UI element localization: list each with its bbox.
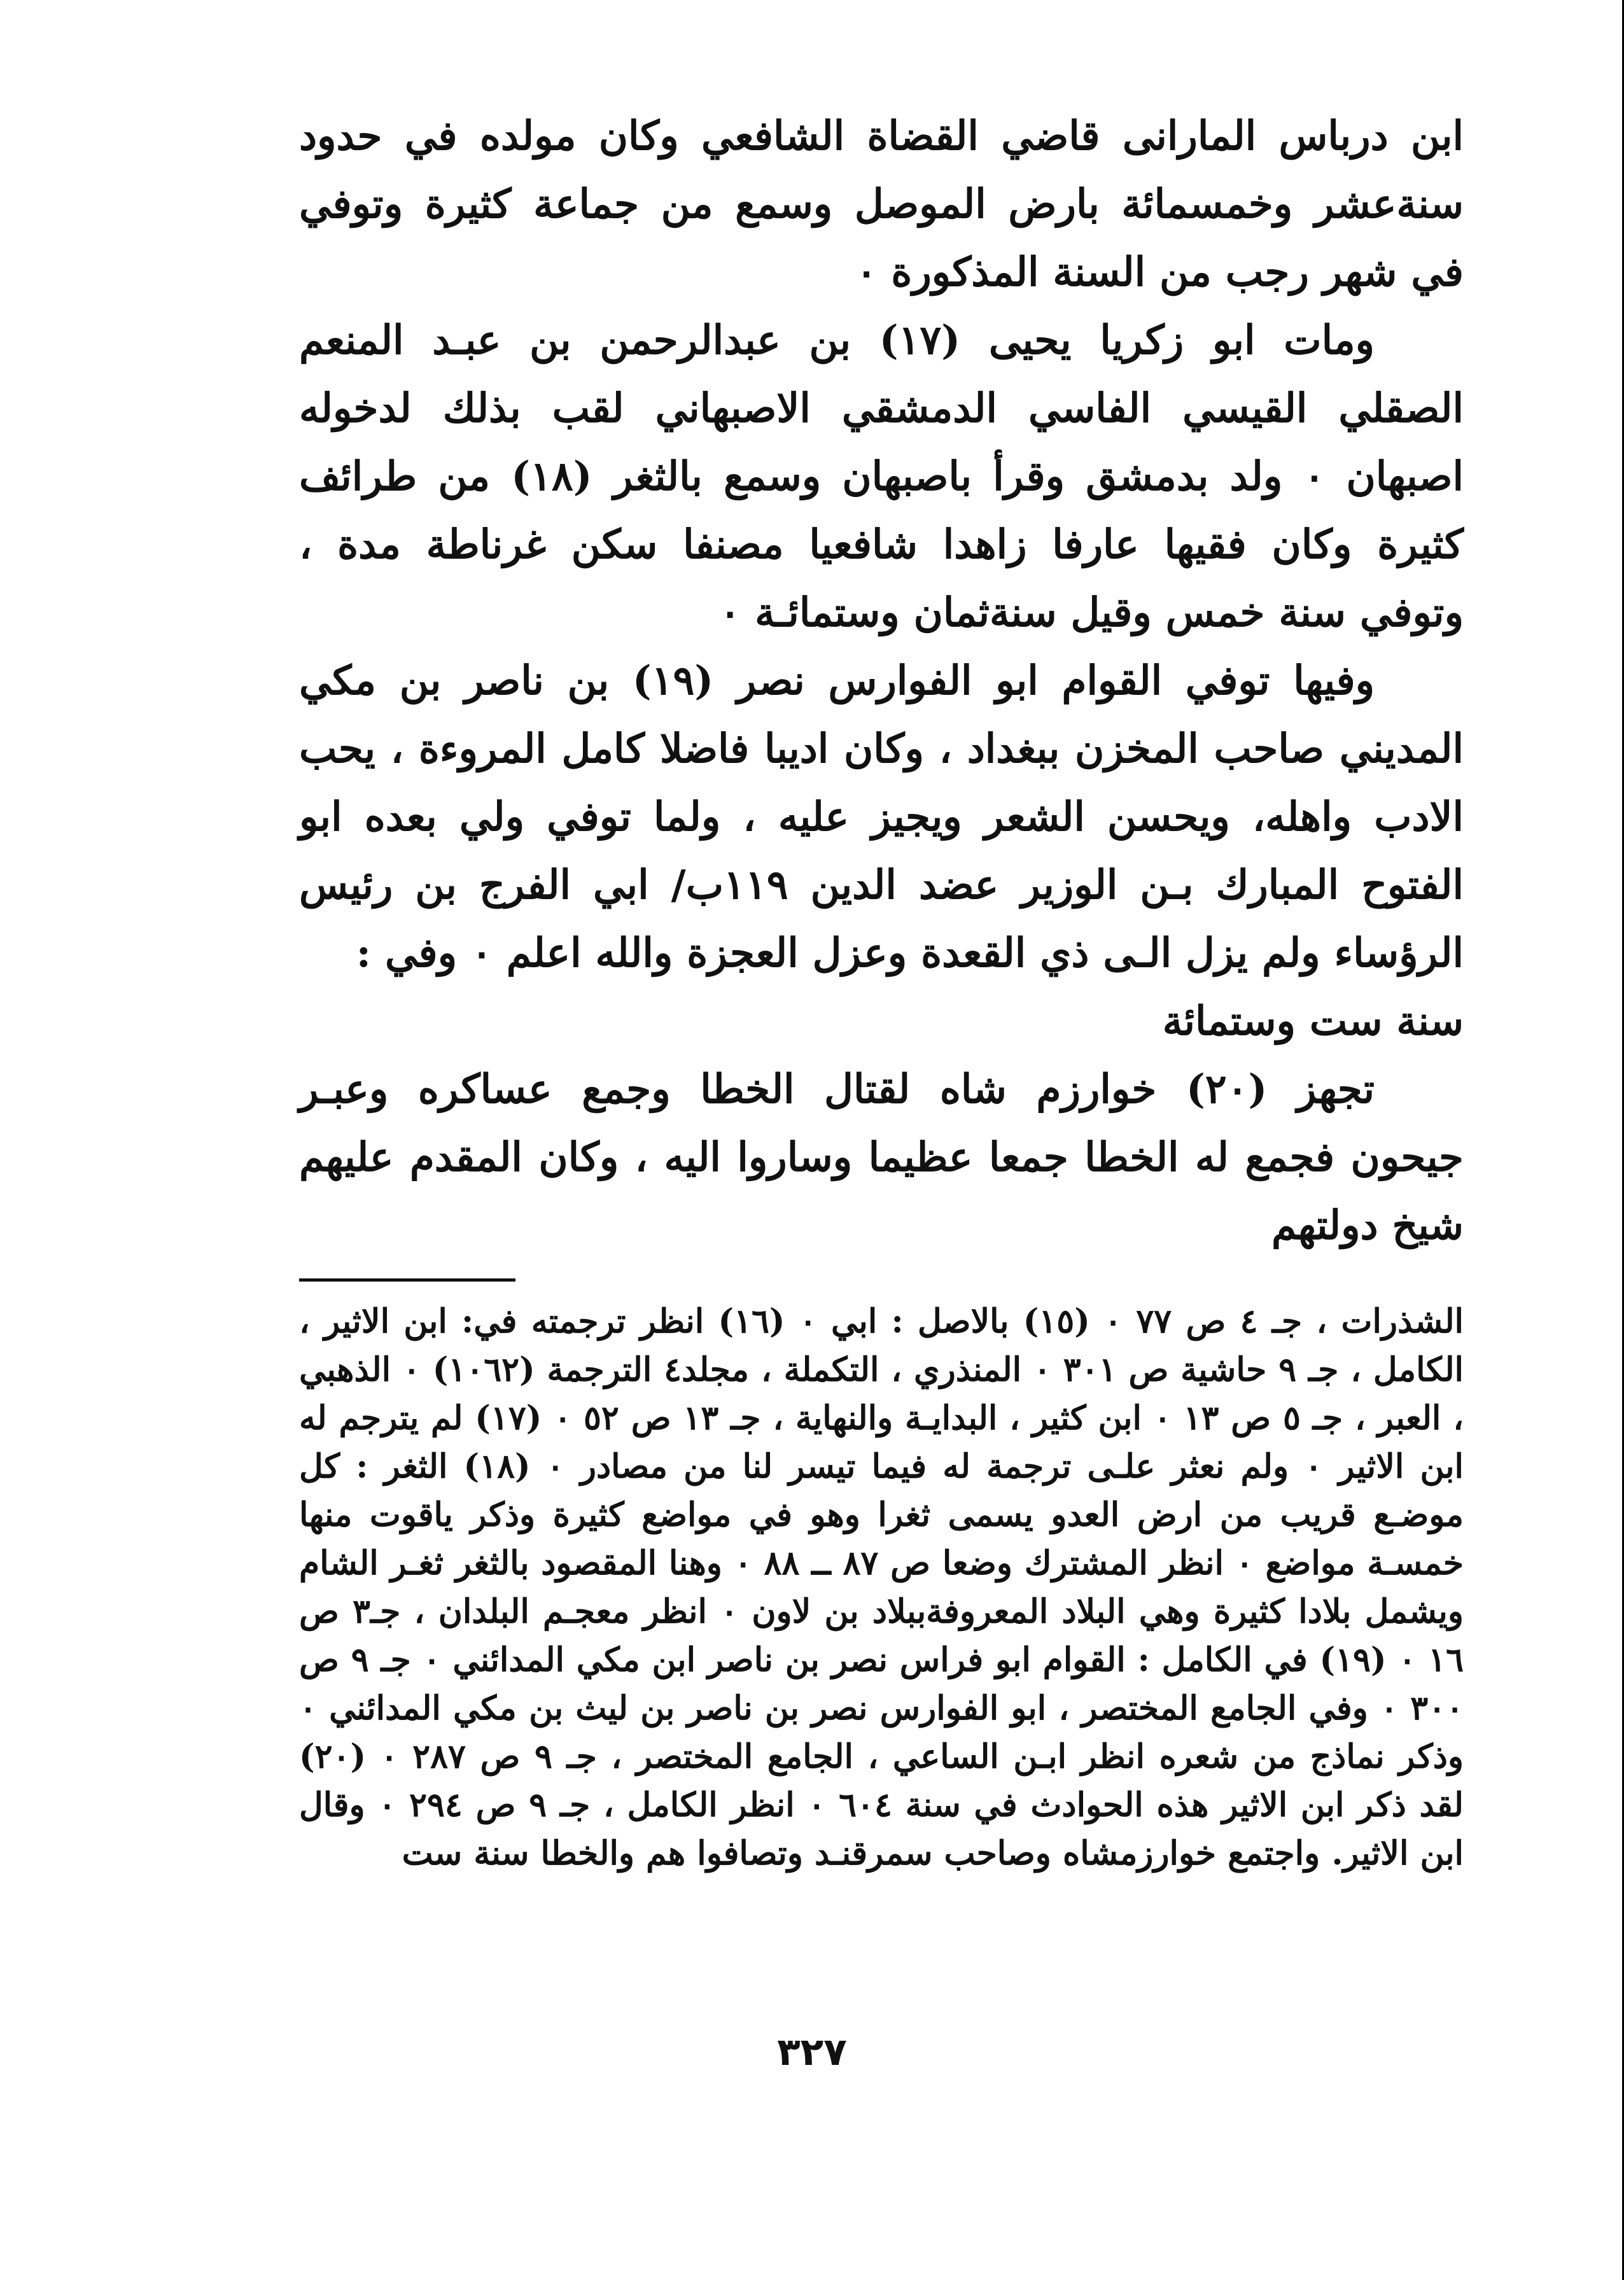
footnote-separator <box>299 1278 515 1282</box>
paragraph-4: تجهز (٢٠) خوارزم شاه لقتال الخطا وجمع عساكره وعبـر جيحون فجمع له الخطا جمعا عظيما وساروا اليه ، وكان المقدم عليهم شيخ دولتهم <box>299 1065 1464 1248</box>
footnotes: الشذرات ، جـ ٤ ص ٧٧ ٠ (١٥) بالاصل : ابي ٠ (١٦) انظر ترجمته في: ابن الاثير ، الكامل ، جـ ٩ حاشية ص ٣٠١ ٠ المنذري ، التكملة ، مجلد٤ الترجمة (١٠٦٢) ٠ الذهبي ، العبر ، جـ ٥ ص ١٣ ٠ ابن كثير ، البدايـة والنهاية ، جـ ١٣ ص ٥٢ ٠ (١٧) لم يترجم له ابن الاثير ٠ ولم نعثر علـى ترجمة له فيما تيسر لنا من مصادر ٠ (١٨) الثغر : كل موضـع قريب من ارض العدو يسمى ثغرا وهو في مواضع كثيرة وذكر ياقوت منها خمسـة مواضع ٠ انظر المشترك وضعا ص ٨٧ ــ ٨٨ ٠ وهنا المقصود بالثغر ثغـر الشام ويشمل بلادا كثيرة وهي البلاد المعروفةببلاد بن لاون ٠ انظر معجـم البلدان ، جـ٣ ص ١٦ ٠ (١٩) في الكامل : القوام ابو فراس نصر بن ناصر ابن مكي المدائني ٠ جـ ٩ ص ٣٠٠ ٠ وفي الجامع المختصر ، ابو الفوارس نصر بن ناصر بن ليث بن مكي المدائني ٠ وذكر نماذج من شعره انظر ابـن الساعي ، الجامع المختصر ، جـ ٩ ص ٢٨٧ ٠ (٢٠) لقد ذكر ابن الاثير هذه الحوادث في سنة ٦٠٤ ٠ انظر الكامل ، جـ ٩ ص ٢٩٤ ٠ وقال ابن الاثير. واجتمع خوارزمشاه وصاحب سمرقنـد وتصافوا هم والخطا سنة ست <box>299 1302 1464 1873</box>
main-text <box>299 102 1464 1259</box>
page-number: ٣٢٧ <box>777 2030 847 2074</box>
document-page <box>299 102 1464 1878</box>
paragraph-1: ابن درباس المارانى قاضي القضاة الشافعي وكان مولده في حدود سنةعشر وخمسمائة بارض الموصل وسمع من جماعة كثيرة وتوفي في شهر رجب من السنة المذكورة ٠ <box>299 112 1464 295</box>
section-heading: سنة ست وستمائة <box>1162 997 1464 1044</box>
paragraph-3: وفيها توفي القوام ابو الفوارس نصر (١٩) بن ناصر بن مكي المديني صاحب المخزن ببغداد ، وكان اديبا فاضلا كامل المروءة ، يحب الادب واهله، ويحسن الشعر ويجيز عليه ، ولما توفي ولي بعده ابو الفتوح المبارك بـن الوزير عضد الدين ١١٩ب/ ابي الفرج بن رئيس الرؤساء ولم يزل الـى ذي القعدة وعزل العجزة والله اعلم ٠ وفي : <box>299 657 1464 976</box>
paragraph-2: ومات ابو زكريا يحيى (١٧) بن عبدالرحمن بن عبـد المنعم الصقلي القيسي الفاسي الدمشقي الاصبهاني لقب بذلك لدخوله اصبهان ٠ ولد بدمشق وقرأ باصبهان وسمع بالثغر (١٨) من طرائف كثيرة وكان فقيها عارفا زاهدا شافعيا مصنفا سكن غرناطة مدة ، وتوفي سنة خمس وقيل سنةثمان وستمائـة ٠ <box>299 316 1464 636</box>
